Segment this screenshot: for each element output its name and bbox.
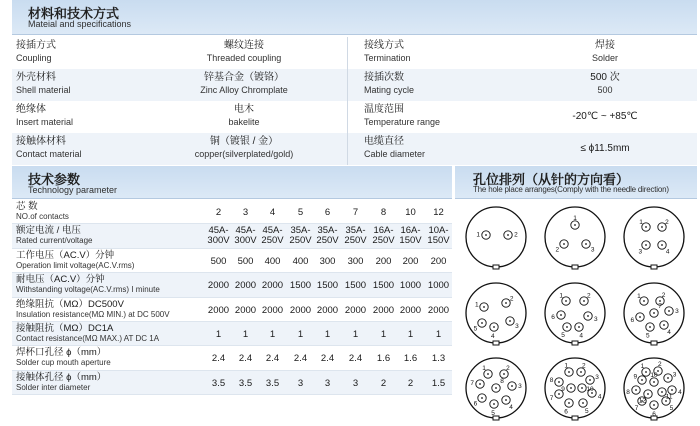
tech-cell: 300 [347,255,364,267]
tech-cell: 3.5 [211,377,226,389]
pin-number: 10 [586,386,594,393]
tech-cell: 7 [352,207,359,218]
pin-number: 5 [645,332,650,340]
hole-diagrams-svg [455,200,697,426]
tech-cell: 1500 [372,280,395,292]
pin-center [570,387,572,389]
param-name: 焊杯口孔径 ϕ（mm） [16,347,107,359]
value: -20℃ ~ +85℃ [572,111,638,122]
tech-cell: 1000 [399,280,422,292]
tech-cell-line: 250V [289,235,312,247]
pin-center [639,316,641,318]
tech-cell: 1.6 [403,353,418,365]
tech-cell: 1 [352,328,359,340]
pin-center [574,224,576,226]
tech-cell [205,226,232,246]
tech-cell [397,226,424,246]
pin-center [578,326,580,328]
tech-row [12,298,452,322]
tech-row-label [16,274,211,295]
pin-center [668,310,670,312]
tech-cell-line: 150V [399,235,422,247]
tech-cell-line: 35A- [317,225,338,237]
label-en: Shell material [16,85,71,95]
pin-number: 1 [573,215,577,222]
tech-cell: 5 [297,207,304,218]
pin-center [661,226,663,228]
pin-number: 3 [593,315,598,323]
value-en: copper(silverplated/gold) [194,149,294,159]
pin-number: 4 [509,404,513,412]
pin-center [511,385,513,387]
pin-number: 1 [476,231,480,239]
tech-cell: 2000 [234,280,257,292]
pin-number: 1 [639,218,643,226]
tech-cell: 2 [407,377,414,389]
tech-title: 技术参数 [28,172,81,187]
tech-cell: 2000 [234,304,257,316]
param-name: 工作电压（AC.V）分钟 [16,249,115,261]
tech-cell: 400 [264,255,281,267]
pin-center [568,371,570,373]
pin-center [580,371,582,373]
param-name: 耐电压（AC.V）分钟 [16,274,105,286]
tech-row [12,273,452,297]
connector-outline [624,207,684,267]
label-en: Termination [364,53,411,63]
pin-center [587,315,589,317]
tech-row-label [16,372,211,393]
tech-cell: 2.4 [211,353,226,365]
pin-number: 4 [678,388,682,396]
pin-center [487,373,489,375]
pin-number: 11 [665,393,673,401]
key-notch [651,341,657,345]
tech-cell: 1.6 [376,353,391,365]
tech-cell: 200 [375,255,392,267]
key-notch [651,265,657,269]
label-en: Contact material [16,149,82,159]
tech-cell: 2000 [372,304,395,316]
tech-cell: 2000 [207,280,230,292]
label-en: Cable diameter [364,149,426,159]
tech-cell: 2000 [261,304,284,316]
pin-center [661,244,663,246]
pin-number: 7 [658,303,662,310]
pin-center [649,326,651,328]
key-notch [572,265,578,269]
pin-center [505,399,507,401]
tech-cell: 2000 [399,304,422,316]
tech-cell: 2000 [207,304,230,316]
key-notch [493,341,499,345]
pin-number: 2 [509,295,514,303]
key-notch [493,265,499,269]
pin-center [479,383,481,385]
label: 接触体材料 [16,136,66,147]
pin-center [565,300,567,302]
pin-number: 1 [637,292,641,300]
holes-title: 孔位排列（从针的方向看） [473,172,630,187]
pin-number: 5 [669,404,674,412]
pin-number: 3 [515,322,519,330]
value: 锌基合金（镀铬） [204,72,284,83]
tech-table [12,200,452,395]
tech-cell: 500 [210,255,227,267]
materials-table [12,37,697,165]
pin-number: 6 [630,317,635,325]
materials-subtitle: Mateial and specifications [28,19,132,29]
pin-center [566,326,568,328]
param-name-en: Rated current/voltage [16,236,93,246]
pin-number: 4 [665,248,670,256]
tech-cell: 1.5 [431,377,446,389]
pin-center [663,324,665,326]
tech-cell-line: 45A- [262,225,283,237]
tech-cell: 3 [297,377,304,389]
pin-number: 5 [561,331,565,339]
tech-row [12,200,452,224]
tech-subtitle: Technology parameter [28,185,118,195]
pin-number: 7 [470,380,475,388]
pin-number: 2 [581,362,586,370]
pin-center [483,306,485,308]
pin-number: 6 [473,400,478,408]
pin-center [485,234,487,236]
hole-diagram-4-pin [624,207,684,269]
pin-number: 5 [584,408,589,416]
param-name-en: NO.of contacts [16,212,69,221]
value: 500 次 [590,72,620,83]
label: 绝缘体 [16,104,46,115]
hole-diagram-8-pin [466,358,526,420]
param-name: 绝缘阻抗（MΩ）DC500V [16,298,124,310]
hole-diagram-10-pin [545,358,605,420]
tech-cell-line: 250V [372,235,395,247]
pin-center [560,314,562,316]
tech-cell [287,226,314,246]
value: 焊接 [595,40,615,51]
holes-subtitle: The hole place arranges(Comply with the needle direction) [473,185,669,194]
hole-diagram-6-pin [545,283,605,345]
param-name-en: Withstanding voltage(AC.V.rms) I minute [16,285,160,295]
materials-row [12,101,697,133]
pin-center [507,234,509,236]
tech-cell: 2.4 [320,353,335,365]
connector-outline [466,283,526,343]
pin-center [568,402,570,404]
pin-number: 3 [638,248,643,256]
pin-center [589,379,591,381]
tech-cell: 200 [402,255,419,267]
pin-number: 4 [597,393,602,401]
tech-cell-line: 35A- [345,225,366,237]
pin-number: 5 [491,409,495,417]
pin-center [671,389,673,391]
pin-center [481,397,483,399]
value-en: Threaded coupling [206,53,282,63]
param-name-en: Contact resistance(MΩ MAX.) AT DC 1A [16,333,160,343]
connector-outline [545,283,605,343]
tech-cell: 1 [215,328,222,340]
tech-cell: 1 [242,328,249,340]
materials-title: 材料和技术方式 [28,6,120,21]
tech-cell-line: 35A- [290,225,311,237]
pin-center [641,379,643,381]
column-divider [347,37,348,165]
pin-center [653,381,655,383]
pin-center [645,226,647,228]
tech-cell [232,226,259,246]
tech-cell: 6 [324,207,331,218]
pin-number: 5 [473,325,478,333]
materials-header [12,0,697,35]
pin-center [653,312,655,314]
pin-number: 6 [652,411,656,418]
tech-cell-line: 10A- [428,225,449,237]
tech-row-label [16,323,211,344]
label: 电缆直径 [364,136,404,147]
pin-center [645,244,647,246]
pin-center [581,387,583,389]
pin-center [558,393,560,395]
tech-cell [314,226,341,246]
materials-row [12,69,697,101]
materials-row [12,133,697,165]
tech-cell: 2.4 [348,353,363,365]
pin-number: 4 [579,332,584,340]
pin-center [661,391,663,393]
pin-number: 2 [506,365,510,373]
pin-number: 1 [482,365,486,373]
key-notch [572,416,578,420]
value-en: bakelite [228,117,260,127]
label: 接插方式 [16,40,56,51]
param-name-en: Insulation resistance(MΩ MIN.) at DC 500V [16,309,170,319]
pin-center [585,243,587,245]
value: 螺纹连接 [224,40,264,51]
value: 铜（镀银 / 金） [209,136,279,147]
pin-number: 1 [559,292,564,300]
materials-row [12,37,697,69]
param-name: 额定电流 / 电压 [16,225,81,237]
hole-diagram-7-pin [624,283,684,345]
tech-cell-line: 45A- [208,225,229,237]
pin-center [493,403,495,405]
pin-center [563,243,565,245]
tech-cell: 1 [324,328,331,340]
tech-cell-line: 250V [261,235,284,247]
tech-cell: 3.5 [238,377,253,389]
hole-diagram-2-pin [466,207,526,269]
pin-number: 8 [626,388,630,396]
tech-cell: 1 [297,328,304,340]
hole-diagram-5-pin [466,283,526,345]
tech-cell: 2000 [289,304,312,316]
pin-number: 3 [518,383,522,391]
tech-cell: 1 [435,328,442,340]
pin-center [645,371,647,373]
tech-cell: 2 [215,207,222,218]
pin-number: 1 [640,362,645,370]
pin-number: 1 [564,362,569,370]
tech-row [12,224,452,248]
pin-number: 3 [672,371,677,379]
tech-row [12,371,452,395]
value: ≤ ϕ11.5mm [580,143,630,154]
tech-cell: 200 [430,255,447,267]
param-name-en: Solder inter diameter [16,382,91,392]
param-name-en: Operation limit voltage(AC.V.rms) [16,260,135,270]
tech-row-label [16,225,211,246]
pin-number: 7 [634,404,639,412]
label: 接插次数 [364,72,404,83]
pin-number: 3 [675,307,679,315]
tech-cell: 2 [380,377,387,389]
pin-center [505,302,507,304]
tech-cell: 1500 [289,280,312,292]
tech-cell: 2.4 [238,353,253,365]
pin-number: 2 [586,292,591,300]
pin-number: 2 [658,361,662,369]
pin-number: 2 [661,291,666,299]
pin-center [495,387,497,389]
pin-number: 1 [475,301,479,309]
tech-row [12,249,452,273]
pin-number: 6 [564,408,568,416]
tech-cell: 500 [237,255,254,267]
tech-header [12,166,452,199]
tech-cell: 2000 [344,304,367,316]
tech-cell-line: 300V [207,235,230,247]
pin-center [493,326,495,328]
pin-center [643,300,645,302]
tech-cell: 2.4 [265,353,280,365]
pin-number: 2 [514,231,518,239]
pin-center [481,322,483,324]
label-en: Coupling [16,53,52,63]
param-name-en: Solder cup mouth aperture [16,358,111,368]
pin-number: 10 [650,372,658,379]
tech-cell: 1500 [316,280,339,292]
tech-cell: 8 [380,207,387,218]
tech-row-label [16,201,211,222]
tech-row-label [16,250,211,271]
pin-number: 6 [551,314,555,322]
pin-center [503,373,505,375]
pin-center [582,402,584,404]
tech-cell: 2000 [427,304,450,316]
tech-cell: 300 [319,255,336,267]
tech-cell-line: 16A- [400,225,421,237]
tech-cell: 1000 [427,280,450,292]
tech-cell: 400 [292,255,309,267]
tech-cell-line: 16A- [373,225,394,237]
pin-center [635,389,637,391]
pin-number: 4 [667,329,671,337]
pin-number: 8 [549,377,554,385]
pin-number: 4 [491,332,495,340]
param-name: 芯 数 [16,201,38,212]
tech-row [12,322,452,346]
tech-cell-line: 250V [344,235,367,247]
pin-number: 12 [638,397,646,405]
pin-center [653,404,655,406]
label: 温度范围 [364,104,404,115]
pin-number: 2 [555,246,560,254]
value-en: 500 [597,85,613,95]
pin-number: 7 [549,394,554,402]
pin-number: 2 [665,218,669,226]
tech-cell: 2.4 [293,353,308,365]
tech-cell [342,226,369,246]
tech-cell: 3.5 [265,377,280,389]
tech-cell: 2000 [316,304,339,316]
value-en: Zinc Alloy Chromplate [200,85,288,95]
holes-header [455,166,697,199]
tech-row [12,346,452,370]
label: 接线方式 [364,40,404,51]
pin-number: 3 [595,374,599,382]
tech-cell [370,226,397,246]
tech-cell: 1 [407,328,414,340]
value-en: Solder [591,53,618,63]
tech-cell: 4 [269,207,276,218]
tech-row-label [16,299,211,320]
param-name: 接触阻抗（MΩ）DC1A [16,322,114,334]
hole-diagram-12-pin [624,358,684,420]
param-name: 接触体孔径 ϕ（mm） [16,371,107,383]
tech-cell: 3 [324,377,331,389]
tech-cell: 1 [380,328,387,340]
pin-center [647,393,649,395]
hole-arrangements [455,200,697,426]
pin-center [558,381,560,383]
tech-cell-line: 150V [427,235,450,247]
tech-cell-line: 250V [316,235,339,247]
tech-cell: 1500 [344,280,367,292]
pin-number: 9 [561,386,565,393]
pin-center [667,377,669,379]
pin-center [583,300,585,302]
pin-number: 3 [590,246,595,254]
label-en: Insert material [16,117,74,127]
tech-cell: 3 [352,377,359,389]
tech-cell: 10 [405,207,416,218]
value: 电木 [234,104,254,115]
label-en: Temperature range [364,117,441,127]
tech-cell [425,226,452,246]
pin-center [659,300,661,302]
label-en: Mating cycle [364,85,415,95]
hole-diagram-3-pin [545,207,605,269]
tech-cell: 1.3 [431,353,446,365]
tech-cell-line: 300V [234,235,257,247]
tech-cell: 3 [242,207,249,218]
tech-cell: 12 [433,207,444,218]
tech-cell-line: 45A- [235,225,256,237]
tech-row-label [16,347,211,368]
pin-number: 8 [500,378,504,385]
label: 外壳材料 [16,72,56,83]
tech-cell: 1 [269,328,276,340]
key-notch [572,341,578,345]
tech-cell: 2000 [261,280,284,292]
tech-cell [259,226,286,246]
pin-number: 9 [633,373,638,381]
pin-center [509,320,511,322]
